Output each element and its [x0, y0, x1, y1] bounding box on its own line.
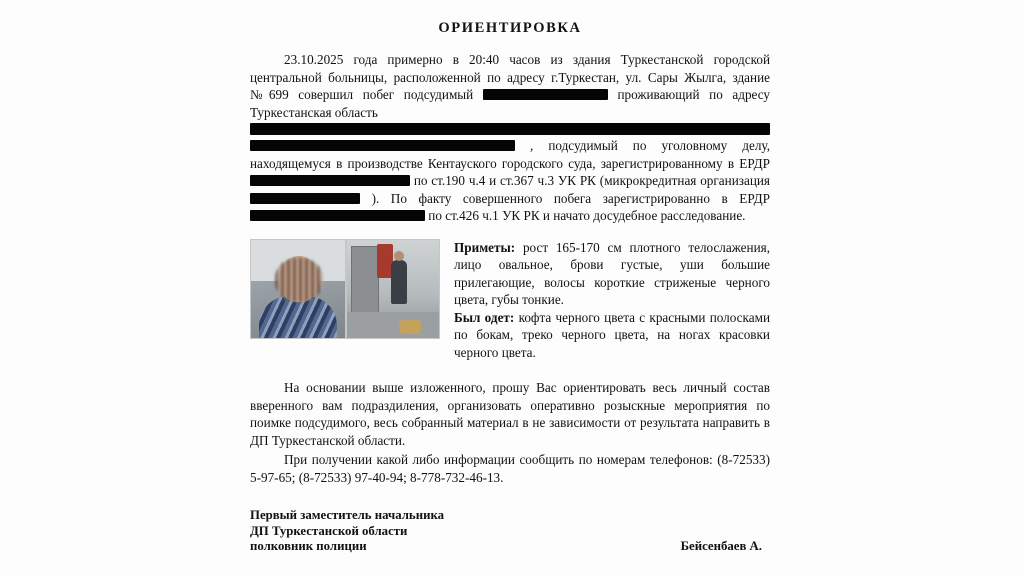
photos-and-description: [250, 239, 770, 362]
signature-line-1: Первый заместитель начальника: [250, 508, 445, 522]
face-blur-overlay: [275, 258, 323, 302]
paragraph-contacts: При получении какой либо информации сообщить по номерам телефонов: (8-72533) 5-97-65; (8-72533) 97-40-94; 8-778-732-46-13.: [250, 452, 770, 485]
incident-text-part-3: , подсудимый по уголовному делу, находящемуся в производстве Кентауского городского суда, зарегистрированному в ЕРДР: [250, 138, 770, 171]
paragraph-request: На основании выше изложенного, прошу Вас ориентировать весь личный состав вверенного вам подраздиления, организовать оперативно розыскные мероприятия по поимке подсудимого, весь собранный материал в не зависимости от результата направить в ДП Туркестанской области.: [250, 380, 770, 448]
redaction-block-erdr-2: [250, 210, 425, 221]
corridor-person: [391, 260, 407, 304]
signature-line-3: полковник полиции: [250, 539, 367, 553]
suspect-portrait-photo: [250, 239, 346, 339]
redaction-block-address-line: [250, 123, 770, 135]
incident-text-part-5: ). По факту совершенного побега зарегистрированно в ЕРДР: [371, 190, 771, 206]
incident-text-part-2: проживающий по адресу Туркестанская область: [250, 87, 771, 120]
paragraph-incident: [250, 51, 770, 225]
clothes-text: кофта черного цвета с красными полосками по бокам, треко черного цвета, на ногах красовки черного цвета.: [454, 309, 771, 360]
redaction-block-address-tail: [250, 140, 515, 151]
portrait-shirt: [259, 296, 337, 337]
corridor-floor: [347, 312, 439, 338]
incident-text-part-4: по ст.190 ч.4 и ст.367 ч.3 УК РК (микрокредитная организация: [413, 173, 771, 188]
signs-text: рост 165-170 см плотного телослажения, лицо овальное, брови густые, уши большие прилегающие, волосы короткие стриженые черного цвета, губы тонкие.: [454, 239, 771, 307]
corridor-door: [351, 246, 379, 318]
signature-name: Бейсенбаев А.: [680, 539, 762, 553]
photo-group: [250, 239, 440, 362]
cctv-corridor-photo: [346, 239, 440, 339]
redaction-block-erdr-1: [250, 175, 410, 186]
signature-line-2: ДП Туркестанской области: [250, 523, 408, 538]
signature-block: [250, 508, 770, 555]
page-title: ОРИЕНТИРОВКА: [438, 20, 582, 36]
document-body: [250, 10, 770, 566]
description-text: [440, 239, 770, 362]
incident-text-part-6: по ст.426 ч.1 УК РК и начато досудебное расследование.: [428, 208, 746, 223]
clothes-label: Был одет:: [454, 309, 515, 325]
incident-text-part-1: 23.10.2025 года примерно в 20:40 часов из здания Туркестанской городской центральной больницы, расположенной по адресу г.Туркестан, ул. Сары Жылга, здание №699 совершил побег подсудимый: [250, 52, 770, 102]
corridor-bag: [399, 320, 421, 334]
signs-label: Приметы:: [454, 239, 516, 255]
redaction-block-name: [483, 89, 608, 100]
redaction-block-org: [250, 193, 360, 204]
